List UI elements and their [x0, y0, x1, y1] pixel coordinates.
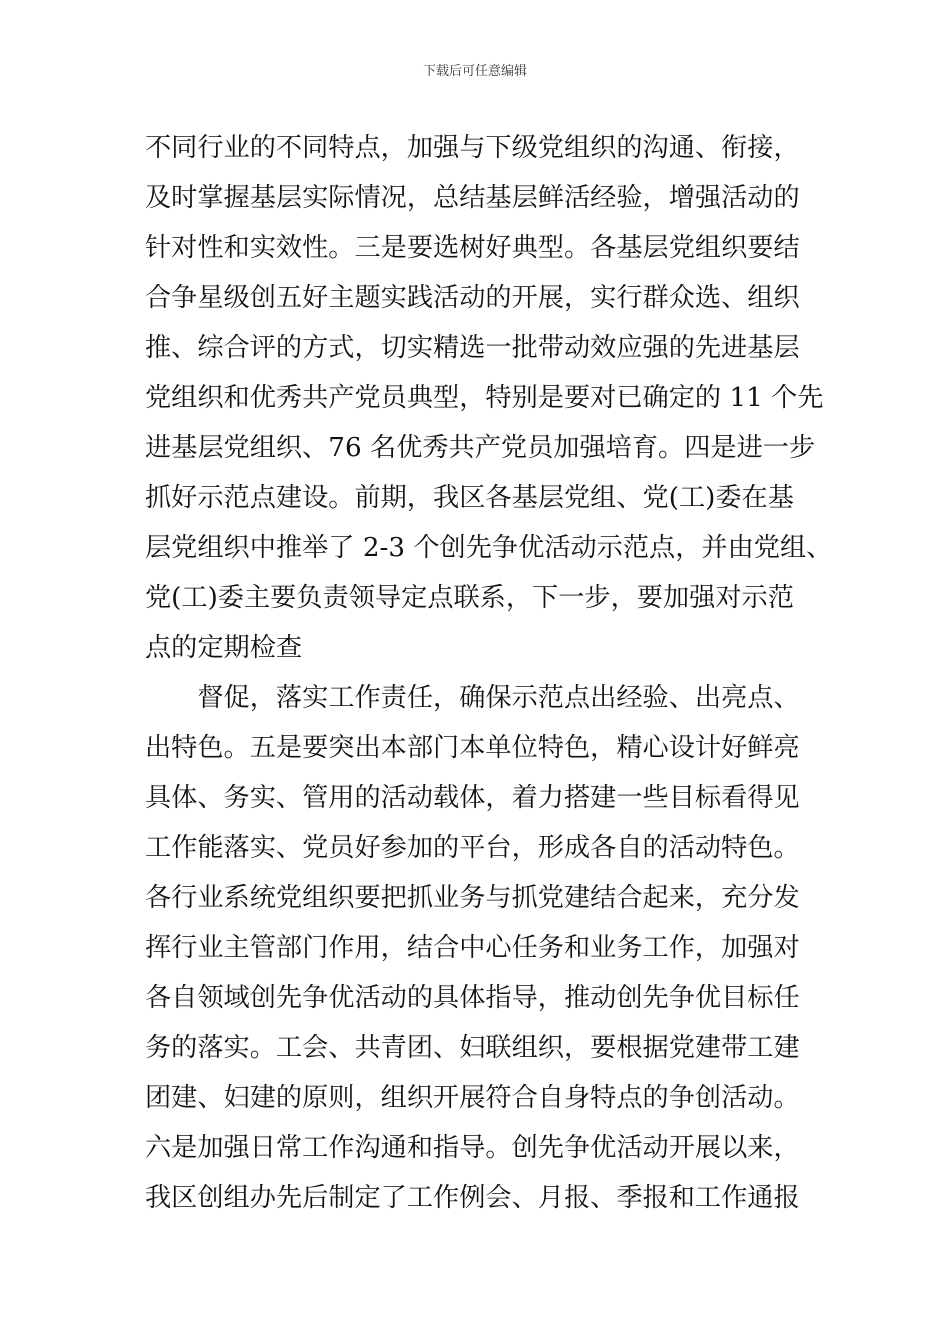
text-line: 抓好示范点建设。前期，我区各基层党组、党(工)委在基 [145, 483, 794, 513]
text-line: 不同行业的不同特点，加强与下级党组织的沟通、衔接， [145, 133, 800, 163]
text-line: 针对性和实效性。三是要选树好典型。各基层党组织要结 [145, 233, 800, 263]
text-line: 党组织和优秀共产党员典型，特别是要对已确定的 11 个先 [145, 383, 824, 413]
text-line: 进基层党组织、76 名优秀共产党员加强培育。四是进一步 [145, 433, 816, 463]
text-line: 各自领域创先争优活动的具体指导，推动创先争优目标任 [145, 983, 800, 1013]
text-line: 各行业系统党组织要把抓业务与抓党建结合起来，充分发 [145, 883, 800, 913]
text-line: 推、综合评的方式，切实精选一批带动效应强的先进基层 [145, 333, 800, 363]
text-line: 党(工)委主要负责领导定点联系，下一步，要加强对示范 [145, 583, 794, 613]
text-line: 层党组织中推举了 2-3 个创先争优活动示范点，并由党组、 [145, 533, 833, 563]
text-line: 具体、务实、管用的活动载体，着力搭建一些目标看得见 [145, 783, 800, 813]
document-body [145, 128, 833, 1228]
text-line: 六是加强日常工作沟通和指导。创先争优活动开展以来， [145, 1133, 800, 1163]
text-line: 督促，落实工作责任，确保示范点出经验、出亮点、 [145, 683, 800, 713]
text-line: 工作能落实、党员好参加的平台，形成各自的活动特色。 [145, 833, 800, 863]
text-line: 务的落实。工会、共青团、妇联组织，要根据党建带工建 [145, 1033, 800, 1063]
page-header: 下载后可任意编辑 [422, 64, 527, 79]
text-line: 团建、妇建的原则，组织开展符合自身特点的争创活动。 [145, 1083, 800, 1113]
text-line: 点的定期检查 [145, 633, 303, 663]
text-line: 挥行业主管部门作用，结合中心任务和业务工作，加强对 [145, 933, 800, 963]
text-line: 我区创组办先后制定了工作例会、月报、季报和工作通报 [145, 1183, 800, 1213]
text-line: 及时掌握基层实际情况，总结基层鲜活经验，增强活动的 [145, 183, 800, 213]
text-line: 出特色。五是要突出本部门本单位特色，精心设计好鲜亮 [145, 733, 800, 763]
text-line: 合争星级创五好主题实践活动的开展，实行群众选、组织 [145, 283, 800, 313]
